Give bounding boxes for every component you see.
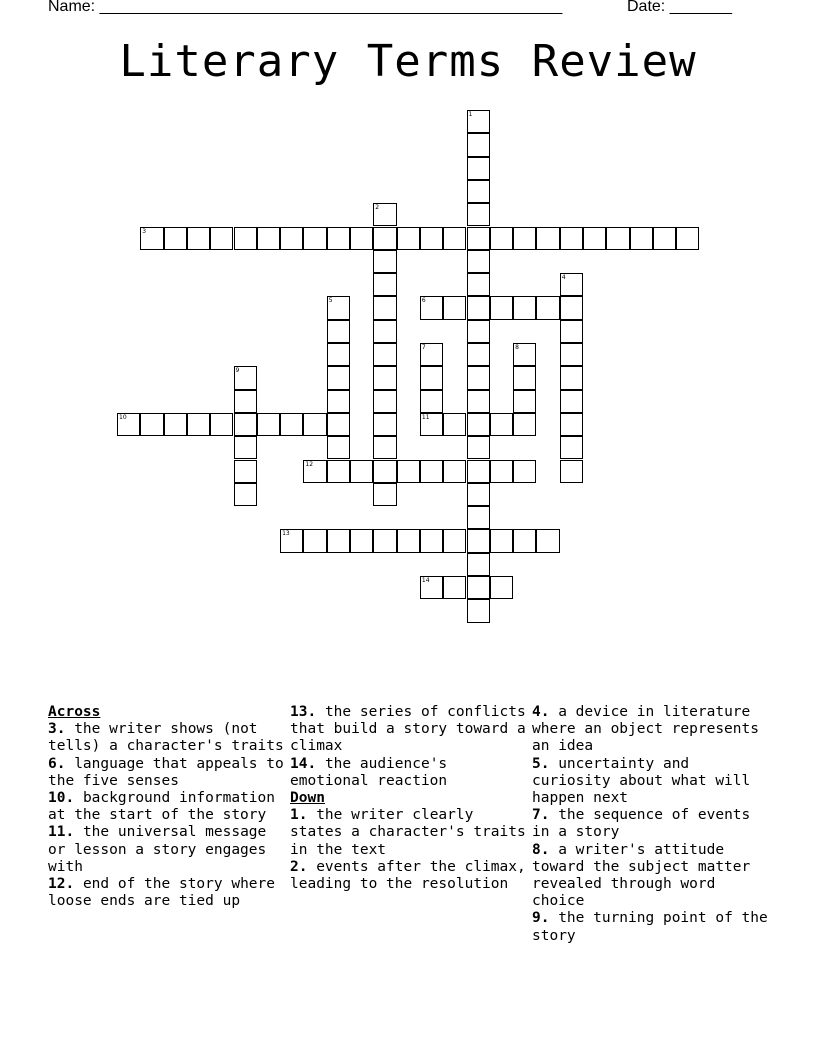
crossword-cell[interactable] — [560, 343, 583, 366]
crossword-cell[interactable] — [420, 576, 443, 599]
crossword-cell[interactable] — [513, 227, 536, 250]
across-clue-3 — [48, 721, 286, 755]
clue-number: 3. — [48, 721, 66, 738]
crossword-cell[interactable] — [303, 460, 326, 483]
crossword-cell[interactable] — [373, 250, 396, 273]
crossword-cell[interactable] — [373, 296, 396, 319]
crossword-cell[interactable] — [373, 483, 396, 506]
crossword-cell[interactable] — [373, 436, 396, 459]
crossword-cell[interactable] — [373, 529, 396, 552]
crossword-cell[interactable] — [234, 366, 257, 389]
crossword-cell[interactable] — [327, 390, 350, 413]
crossword-cell[interactable] — [630, 227, 653, 250]
crossword-cell[interactable] — [187, 413, 210, 436]
clue-text: the series of conflicts that build a story toward a climax — [290, 704, 526, 755]
cell-number: 10 — [119, 413, 127, 421]
crossword-cell[interactable] — [560, 460, 583, 483]
crossword-cell[interactable] — [420, 413, 443, 436]
crossword-cell[interactable] — [327, 460, 350, 483]
clue-text: background information at the start of the story — [48, 790, 275, 824]
crossword-cell[interactable] — [327, 436, 350, 459]
clue-text: events after the climax, leading to the resolution — [290, 858, 526, 893]
crossword-cell[interactable] — [560, 273, 583, 296]
down-clue-2 — [290, 859, 526, 893]
crossword-cell[interactable] — [467, 436, 490, 459]
across-clue-10 — [48, 790, 286, 824]
cell-number: 7 — [421, 344, 426, 351]
crossword-cell[interactable] — [467, 250, 490, 273]
cell-number: 4 — [561, 274, 566, 282]
crossword-cell[interactable] — [490, 460, 513, 483]
crossword-cell[interactable] — [350, 460, 373, 483]
crossword-cell[interactable] — [467, 529, 490, 552]
crossword-cell[interactable] — [443, 460, 466, 483]
clue-number: 1. — [290, 807, 308, 824]
clue-number: 4. — [532, 704, 550, 720]
across-clue-6 — [48, 756, 286, 790]
down-clue-5 — [532, 756, 772, 808]
crossword-cell[interactable] — [373, 343, 396, 366]
across-clue-12 — [48, 876, 286, 910]
clue-text: the universal message or lesson a story engages with — [48, 824, 267, 875]
crossword-cell[interactable] — [234, 413, 257, 436]
clue-number: 2. — [290, 858, 308, 875]
cell-number: 13 — [282, 530, 290, 538]
crossword-cell[interactable] — [420, 366, 443, 389]
crossword-cell[interactable] — [397, 227, 420, 250]
down-heading: Down — [290, 790, 325, 807]
cell-number: 12 — [305, 460, 314, 468]
crossword-cell[interactable] — [467, 296, 490, 319]
crossword-cell[interactable] — [513, 460, 536, 483]
crossword-cell[interactable] — [420, 390, 443, 413]
crossword-cell[interactable] — [373, 320, 396, 343]
crossword-cell[interactable] — [373, 203, 396, 226]
crossword-cell[interactable] — [467, 366, 490, 389]
crossword-cell[interactable] — [234, 227, 257, 250]
crossword-cell[interactable] — [443, 296, 466, 319]
crossword-cell[interactable] — [513, 343, 536, 366]
crossword-cell[interactable] — [467, 413, 490, 436]
cell-number: 11 — [421, 413, 430, 421]
crossword-cell[interactable] — [327, 320, 350, 343]
crossword-cell[interactable] — [467, 460, 490, 483]
across-clue-14 — [290, 756, 526, 790]
crossword-cell[interactable] — [420, 460, 443, 483]
cell-number: 2 — [375, 204, 380, 212]
crossword-cell[interactable] — [140, 413, 163, 436]
down-clue-4 — [532, 704, 772, 756]
crossword-cell[interactable] — [536, 227, 559, 250]
crossword-cell[interactable] — [490, 296, 513, 319]
crossword-cell[interactable] — [490, 413, 513, 436]
cell-number: 3 — [142, 227, 147, 235]
crossword-cell[interactable] — [490, 576, 513, 599]
clue-text: the writer shows (not tells) a character's traits — [48, 721, 284, 755]
crossword-cell[interactable] — [327, 227, 350, 250]
clue-number: 9. — [532, 910, 550, 927]
crossword-cell[interactable] — [467, 483, 490, 506]
crossword-cell[interactable] — [327, 296, 350, 319]
down-clue-7 — [532, 807, 772, 841]
crossword-cell[interactable] — [606, 227, 629, 250]
crossword-cell[interactable] — [257, 413, 280, 436]
clue-column-3 — [532, 704, 772, 945]
crossword-cell[interactable] — [420, 529, 443, 552]
crossword-cell[interactable] — [513, 413, 536, 436]
clue-text: the sequence of events in a story — [532, 807, 751, 841]
clue-text: end of the story where loose ends are tied up — [48, 876, 275, 910]
clue-column-2 — [290, 704, 526, 893]
crossword-cell[interactable] — [467, 390, 490, 413]
clue-number: 11. — [48, 824, 75, 841]
cell-number: 5 — [328, 297, 333, 305]
crossword-cell[interactable] — [513, 529, 536, 552]
crossword-cell[interactable] — [234, 390, 257, 413]
crossword-cell[interactable] — [513, 366, 536, 389]
clue-number: 10. — [48, 790, 75, 807]
crossword-cell[interactable] — [234, 483, 257, 506]
down-clue-8 — [532, 842, 772, 911]
crossword-cell[interactable] — [560, 227, 583, 250]
crossword-cell[interactable] — [560, 390, 583, 413]
crossword-cell[interactable] — [373, 413, 396, 436]
crossword-cell[interactable] — [467, 133, 490, 156]
crossword-cell[interactable] — [467, 553, 490, 576]
date-field[interactable]: Date: _______ — [627, 0, 732, 15]
crossword-cell[interactable] — [560, 366, 583, 389]
crossword-cell[interactable] — [467, 110, 490, 133]
cell-number: 14 — [421, 577, 430, 584]
crossword-cell[interactable] — [280, 413, 303, 436]
crossword-cell[interactable] — [420, 227, 443, 250]
crossword-cell[interactable] — [583, 227, 606, 250]
crossword-cell[interactable] — [210, 413, 233, 436]
clue-number: 7. — [532, 807, 550, 824]
crossword-cell[interactable] — [443, 413, 466, 436]
name-field[interactable]: Name: ____________________________________________________ — [48, 0, 563, 15]
crossword-cell[interactable] — [653, 227, 676, 250]
clue-text: the turning point of the story — [532, 910, 768, 944]
crossword-cell[interactable] — [560, 413, 583, 436]
clue-text: a device in literature where an object represents an idea — [532, 704, 759, 755]
crossword-cell[interactable] — [210, 227, 233, 250]
crossword-cell[interactable] — [303, 529, 326, 552]
crossword-cell[interactable] — [467, 576, 490, 599]
crossword-cell[interactable] — [117, 413, 140, 436]
down-clue-9 — [532, 910, 772, 944]
crossword-cell[interactable] — [234, 436, 257, 459]
crossword-cell[interactable] — [350, 529, 373, 552]
crossword-cell[interactable] — [490, 529, 513, 552]
crossword-cell[interactable] — [187, 227, 210, 250]
crossword-cell[interactable] — [420, 343, 443, 366]
crossword-cell[interactable] — [373, 390, 396, 413]
crossword-cell[interactable] — [280, 227, 303, 250]
crossword-cell[interactable] — [327, 529, 350, 552]
crossword-cell[interactable] — [467, 273, 490, 296]
clue-text: the audience's emotional reaction — [290, 755, 448, 789]
crossword-cell[interactable] — [467, 599, 490, 622]
across-clue-13 — [290, 704, 526, 756]
crossword-cell[interactable] — [467, 227, 490, 250]
crossword-cell[interactable] — [467, 320, 490, 343]
crossword-cell[interactable] — [513, 296, 536, 319]
crossword-cell[interactable] — [280, 529, 303, 552]
crossword-cell[interactable] — [397, 529, 420, 552]
crossword-cell[interactable] — [257, 227, 280, 250]
crossword-cell[interactable] — [420, 296, 443, 319]
crossword-cell[interactable] — [467, 343, 490, 366]
crossword-cell[interactable] — [560, 320, 583, 343]
crossword-cell[interactable] — [560, 436, 583, 459]
crossword-cell[interactable] — [350, 227, 373, 250]
crossword-cell[interactable] — [560, 296, 583, 319]
crossword-cell[interactable] — [536, 529, 559, 552]
clue-number: 5. — [532, 755, 550, 772]
crossword-cell[interactable] — [676, 227, 699, 250]
across-clue-11 — [48, 824, 286, 876]
crossword-cell[interactable] — [443, 227, 466, 250]
cell-number: 6 — [421, 297, 426, 305]
crossword-cell[interactable] — [373, 366, 396, 389]
crossword-cell[interactable] — [140, 227, 163, 250]
clue-number: 14. — [290, 755, 317, 772]
crossword-cell[interactable] — [443, 576, 466, 599]
crossword-cell[interactable] — [373, 273, 396, 296]
crossword-cell[interactable] — [467, 180, 490, 203]
clue-column-1 — [48, 704, 286, 910]
crossword-cell[interactable] — [467, 506, 490, 529]
cell-number: 8 — [515, 344, 519, 351]
crossword-cell[interactable] — [164, 227, 187, 250]
crossword-cell[interactable] — [303, 227, 326, 250]
clue-number: 12. — [48, 876, 75, 893]
crossword-cell[interactable] — [327, 366, 350, 389]
crossword-cell[interactable] — [327, 343, 350, 366]
crossword-cell[interactable] — [373, 460, 396, 483]
crossword-cell[interactable] — [164, 413, 187, 436]
crossword-cell[interactable] — [327, 413, 350, 436]
cell-number: 1 — [468, 111, 473, 118]
clue-text: language that appeals to the five senses — [48, 755, 284, 789]
crossword-cell[interactable] — [443, 529, 466, 552]
down-clue-1 — [290, 807, 526, 859]
clue-text: a writer's attitude toward the subject matter revealed through word choice — [532, 841, 751, 910]
across-heading: Across — [48, 704, 101, 720]
crossword-cell[interactable] — [536, 296, 559, 319]
crossword-cell[interactable] — [490, 227, 513, 250]
crossword-cell[interactable] — [397, 460, 420, 483]
clue-number: 6. — [48, 755, 66, 772]
crossword-cell[interactable] — [467, 157, 490, 180]
crossword-cell[interactable] — [303, 413, 326, 436]
clue-number: 8. — [532, 841, 550, 858]
crossword-cell[interactable] — [373, 227, 396, 250]
crossword-cell[interactable] — [513, 390, 536, 413]
clue-number: 13. — [290, 704, 317, 720]
clue-text: the writer clearly states a character's traits in the text — [290, 807, 526, 858]
crossword-cell[interactable] — [234, 460, 257, 483]
cell-number: 9 — [235, 367, 240, 375]
crossword-cell[interactable] — [467, 203, 490, 226]
page-title: Literary Terms Review — [119, 36, 697, 87]
clue-text: uncertainty and curiosity about what will happen next — [532, 755, 751, 807]
